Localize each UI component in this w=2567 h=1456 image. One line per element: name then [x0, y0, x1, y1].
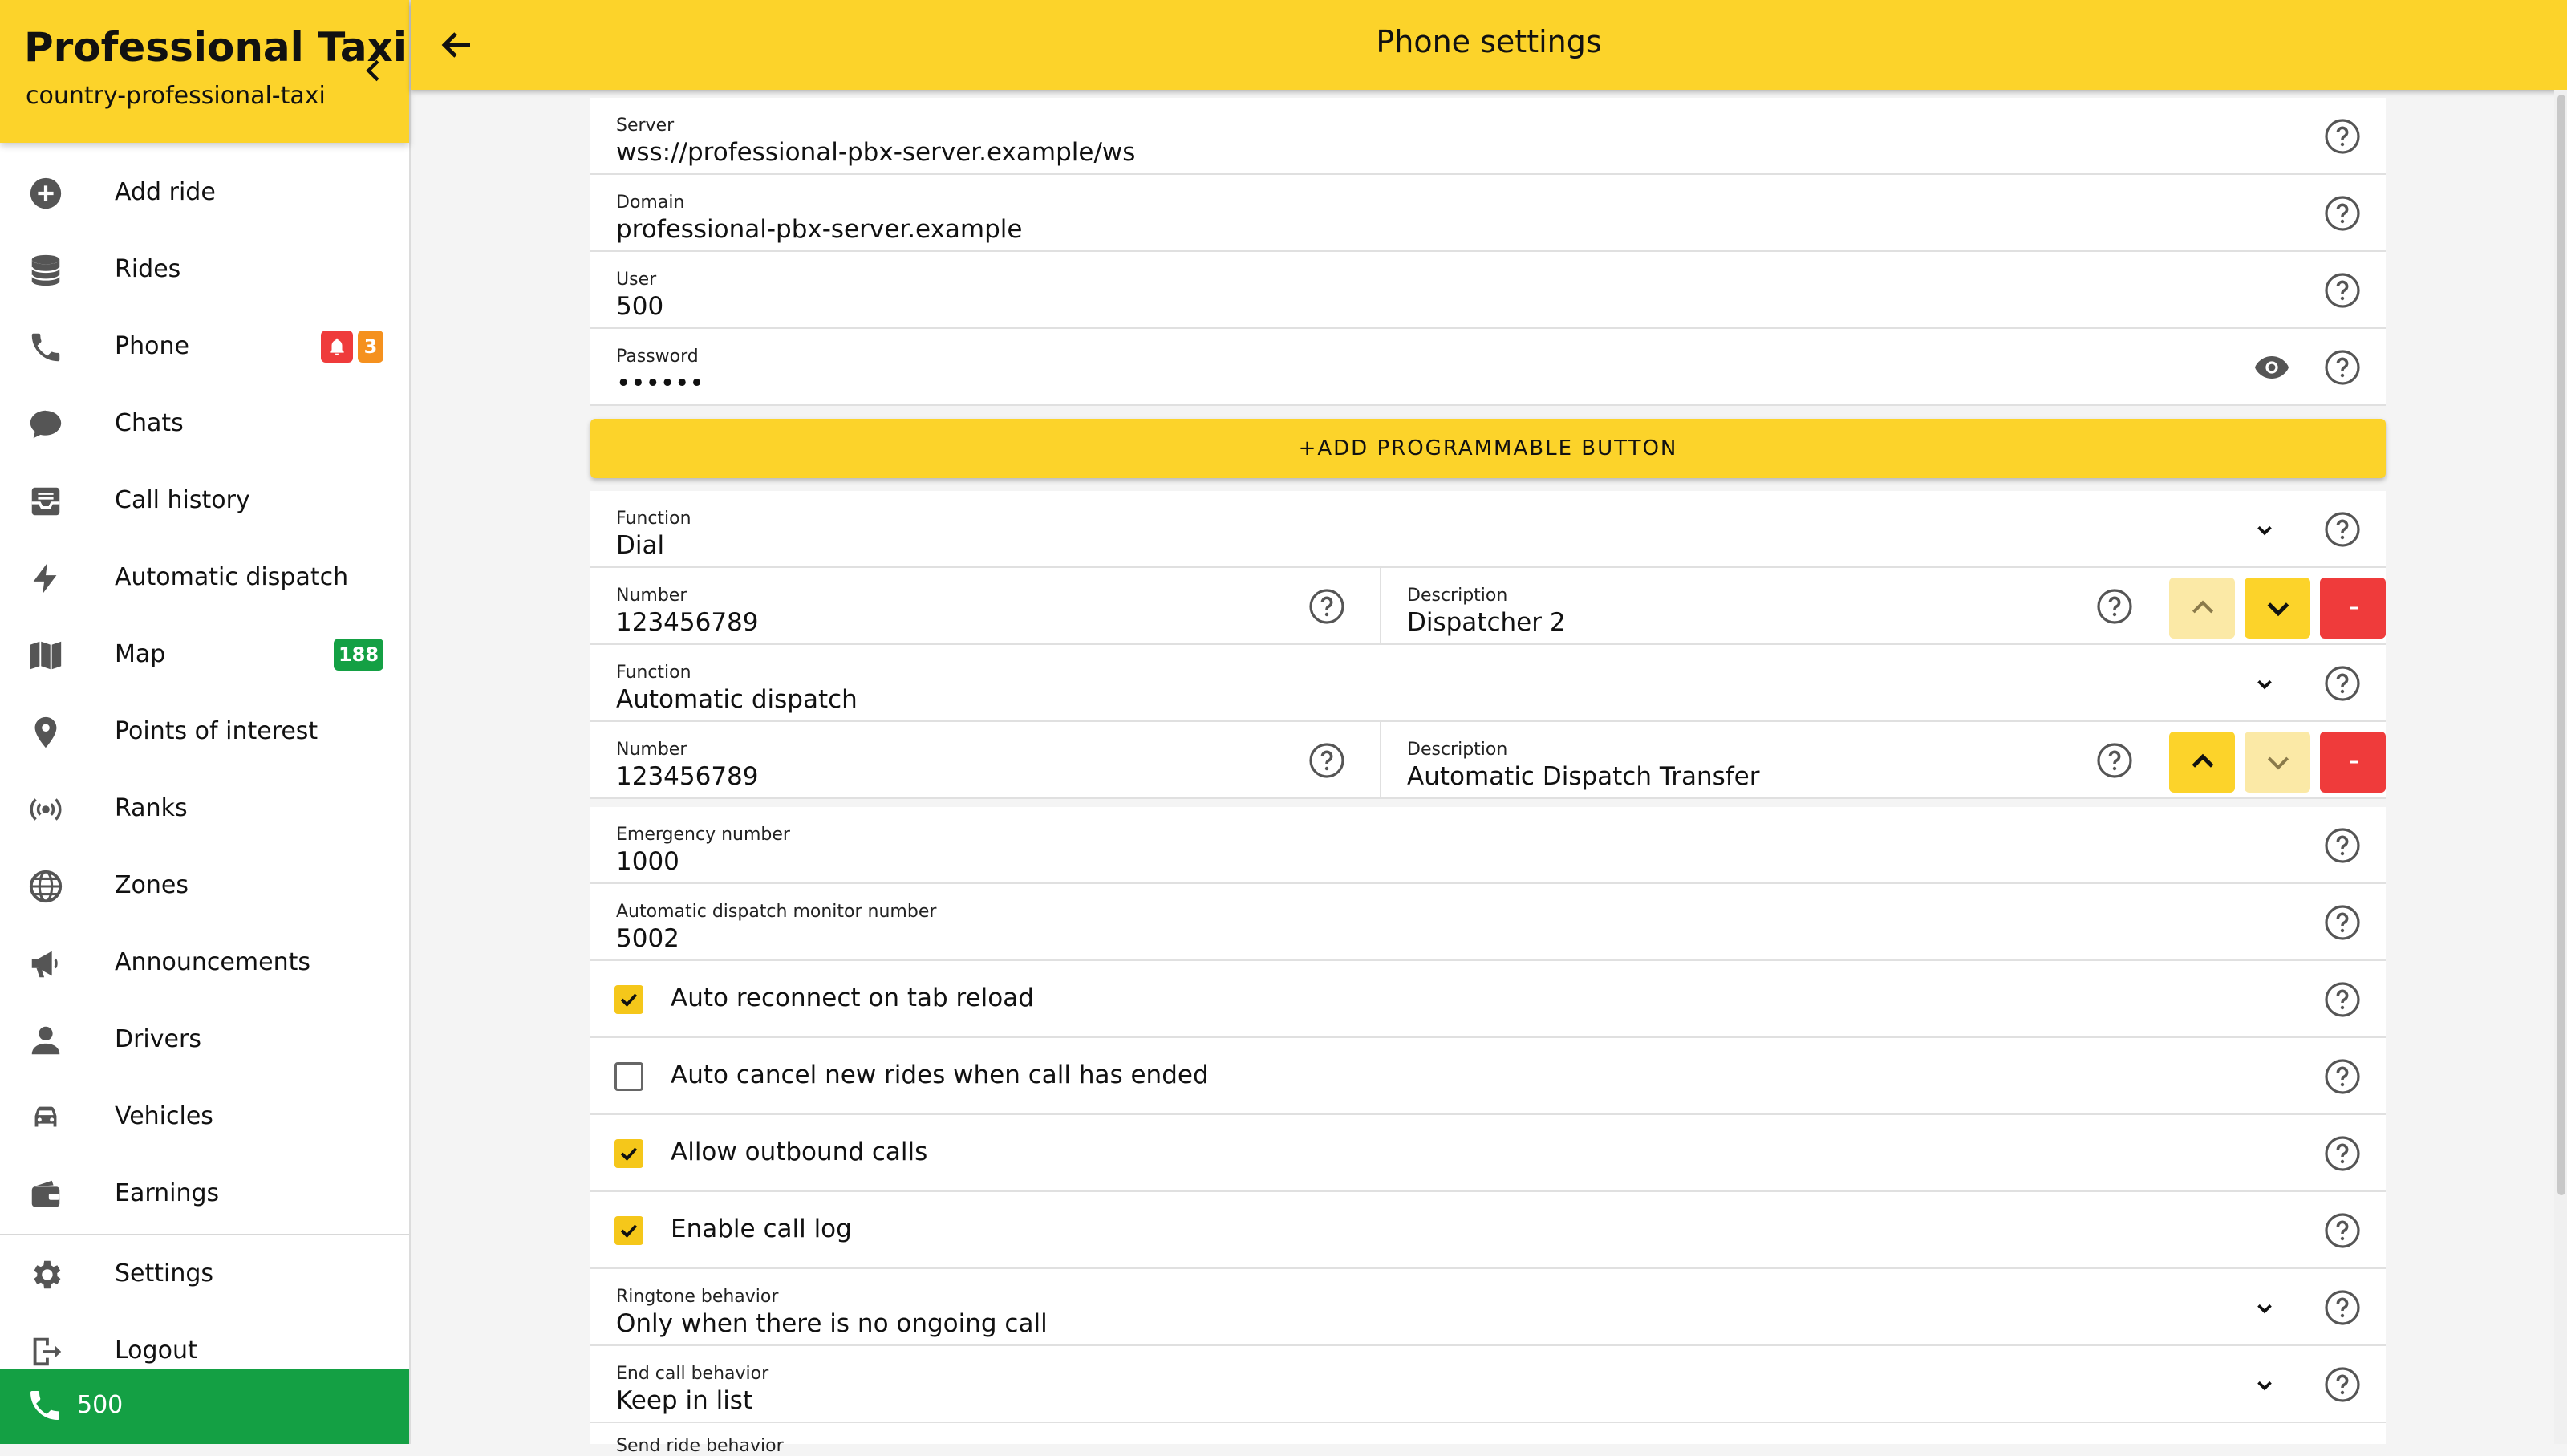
sidebar-item-label: Settings [115, 1259, 214, 1288]
sidebar-item-label: Ranks [115, 794, 188, 822]
user-field[interactable] [590, 252, 2386, 329]
page-title: Phone settings [1376, 24, 1602, 59]
sidebar-item-label: Announcements [115, 948, 310, 976]
move-down-button[interactable] [2245, 578, 2310, 639]
inbox-icon [27, 483, 64, 520]
function-select[interactable] [590, 645, 2386, 722]
sidebar-item-points-of-interest[interactable] [0, 696, 409, 769]
chevron-left-icon[interactable] [358, 53, 390, 88]
help-icon[interactable] [2323, 271, 2362, 310]
bell-icon [326, 336, 347, 357]
brand-subtitle: country-professional-taxi [26, 82, 326, 110]
field-label: Send ride behavior [616, 1436, 784, 1456]
sidebar-item-label: Phone [115, 332, 189, 360]
sidebar-item-rides[interactable] [0, 234, 409, 306]
megaphone-icon [27, 945, 64, 982]
active-call-bar[interactable] [0, 1369, 409, 1444]
field-value[interactable]: 1000 [616, 847, 679, 876]
phone-icon [27, 329, 64, 366]
field-label: User [616, 270, 657, 290]
field-value: Automatic dispatch [616, 685, 858, 714]
delete-button[interactable] [2320, 578, 2386, 639]
field-label: End call behavior [616, 1364, 769, 1384]
field-value: Keep in list [616, 1386, 753, 1415]
sidebar-item-add-ride[interactable] [0, 157, 409, 229]
chevron-down-icon [2262, 746, 2294, 778]
sidebar-item-drivers[interactable] [0, 1004, 409, 1077]
end-call-behavior-select[interactable] [590, 1346, 2386, 1423]
programmable-button-row [590, 568, 2386, 645]
field-label: Description [1407, 740, 1508, 760]
field-label: Ringtone behavior [616, 1287, 779, 1307]
sidebar-item-label: Drivers [115, 1025, 201, 1053]
description-field[interactable] [1381, 722, 2169, 797]
field-label: Description [1407, 586, 1508, 606]
chevron-down-icon[interactable] [2253, 518, 2277, 542]
sidebar-item-phone[interactable] [0, 311, 409, 383]
add-programmable-button[interactable]: +ADD PROGRAMMABLE BUTTON [590, 419, 2386, 478]
help-icon[interactable] [1308, 741, 1346, 780]
active-call-number: 500 [77, 1391, 124, 1419]
sidebar-item-label: Automatic dispatch [115, 563, 349, 591]
field-label: Emergency number [616, 825, 790, 845]
function-select[interactable] [590, 491, 2386, 568]
sidebar-item-label: Logout [115, 1336, 197, 1365]
help-icon[interactable] [2323, 980, 2362, 1019]
help-icon[interactable] [2323, 510, 2362, 549]
chevron-up-icon [2187, 592, 2219, 624]
sidebar-item-label: Map [115, 640, 166, 668]
help-icon[interactable] [2323, 117, 2362, 156]
notification-badge [321, 331, 353, 363]
brand-header [0, 0, 409, 143]
sidebar-item-zones[interactable] [0, 850, 409, 923]
sidebar-item-label: Rides [115, 255, 181, 283]
sidebar-item-call-history[interactable] [0, 465, 409, 537]
map-icon [27, 637, 64, 674]
scrollbar-thumb[interactable] [2557, 95, 2565, 1195]
app-header [411, 0, 2567, 90]
field-value[interactable]: 123456789 [616, 608, 759, 637]
help-icon[interactable] [2323, 826, 2362, 865]
field-label: Automatic dispatch monitor number [616, 902, 937, 922]
send-ride-behavior-select[interactable] [590, 1423, 2386, 1456]
help-icon[interactable] [2323, 1057, 2362, 1096]
help-icon[interactable] [2323, 348, 2362, 387]
sidebar-item-settings[interactable] [0, 1239, 409, 1311]
sidebar-item-label: Points of interest [115, 717, 318, 745]
checkmark-icon [617, 988, 641, 1012]
checkbox-label: Auto cancel new rides when call has ended [671, 1061, 1209, 1089]
sidebar-item-chats[interactable] [0, 388, 409, 460]
checkmark-icon [617, 1219, 641, 1243]
move-up-button[interactable] [2169, 732, 2235, 793]
field-label: Domain [616, 193, 685, 213]
phone-icon [26, 1386, 64, 1425]
checkbox-auto-reconnect[interactable] [590, 961, 2386, 1038]
chat-icon [27, 406, 64, 443]
minus-icon [2338, 592, 2370, 624]
help-icon[interactable] [2323, 1288, 2362, 1327]
chevron-down-icon[interactable] [2253, 1296, 2277, 1320]
help-icon[interactable] [2095, 741, 2134, 780]
password-field[interactable] [590, 329, 2386, 406]
description-field[interactable] [1381, 568, 2169, 643]
help-icon[interactable] [2323, 1134, 2362, 1173]
field-value[interactable]: 500 [616, 292, 664, 321]
sidebar-item-vehicles[interactable] [0, 1081, 409, 1154]
location-pin-icon [27, 714, 64, 751]
sidebar-divider [0, 1234, 409, 1235]
checkbox-label: Allow outbound calls [671, 1138, 928, 1166]
server-field[interactable] [590, 98, 2386, 175]
help-icon[interactable] [2323, 903, 2362, 942]
add-circle-icon [27, 175, 64, 212]
programmable-button-row [590, 722, 2386, 799]
checkbox-allow-outbound[interactable] [590, 1115, 2386, 1192]
sidebar-item-earnings[interactable] [0, 1158, 409, 1231]
move-up-button[interactable] [2169, 578, 2235, 639]
gear-icon [27, 1256, 64, 1293]
sidebar-item-map[interactable] [0, 619, 409, 691]
field-value: Only when there is no ongoing call [616, 1309, 1048, 1338]
field-value[interactable]: Dispatcher 2 [1407, 608, 1566, 637]
ringtone-behavior-select[interactable] [590, 1269, 2386, 1346]
field-value[interactable]: 123456789 [616, 762, 759, 791]
person-icon [27, 1022, 64, 1059]
count-badge: 188 [334, 639, 383, 671]
checkbox[interactable] [614, 1062, 643, 1091]
sidebar-item-announcements[interactable] [0, 927, 409, 1000]
checkbox-label: Enable call log [671, 1215, 852, 1243]
count-badge: 3 [358, 331, 383, 363]
help-icon[interactable] [2323, 1365, 2362, 1404]
sidebar-item-label: Call history [115, 486, 250, 514]
checkbox[interactable] [614, 1216, 643, 1245]
help-icon[interactable] [2323, 1211, 2362, 1250]
help-icon[interactable] [1308, 587, 1346, 626]
chevron-down-icon[interactable] [2253, 672, 2277, 696]
broadcast-icon [27, 791, 64, 828]
checkbox[interactable] [614, 1139, 643, 1168]
checkbox-enable-call-log[interactable] [590, 1192, 2386, 1269]
chevron-down-icon [2262, 592, 2294, 624]
eye-icon[interactable] [2253, 348, 2291, 387]
sidebar-item-label: Add ride [115, 178, 216, 206]
sidebar-item-ranks[interactable] [0, 773, 409, 846]
help-icon[interactable] [2323, 194, 2362, 233]
car-icon [27, 1099, 64, 1136]
field-label: Number [616, 740, 687, 760]
domain-field[interactable] [590, 175, 2386, 252]
help-icon[interactable] [2323, 664, 2362, 703]
field-value: Dial [616, 531, 665, 560]
number-field[interactable] [590, 722, 1380, 797]
sidebar [0, 0, 411, 1444]
checkbox-auto-cancel[interactable] [590, 1038, 2386, 1115]
brand-title: Professional Taxi [24, 24, 408, 71]
move-down-button[interactable] [2245, 732, 2310, 793]
database-icon [27, 252, 64, 289]
checkbox-label: Auto reconnect on tab reload [671, 984, 1034, 1012]
sidebar-item-label: Chats [115, 409, 184, 437]
field-label: Function [616, 509, 691, 529]
field-value[interactable]: wss://professional-pbx-server.example/ws [616, 138, 1136, 167]
sidebar-item-automatic-dispatch[interactable] [0, 542, 409, 614]
field-value[interactable]: professional-pbx-server.example [616, 215, 1023, 244]
field-label: Number [616, 586, 687, 606]
checkbox[interactable] [614, 985, 643, 1014]
logout-icon [27, 1333, 64, 1370]
lightning-icon [27, 560, 64, 597]
chevron-down-icon[interactable] [2253, 1373, 2277, 1397]
minus-icon [2338, 746, 2370, 778]
wallet-icon [27, 1176, 64, 1213]
field-value[interactable]: •••••• [616, 369, 704, 398]
field-label: Password [616, 347, 699, 367]
sidebar-item-label: Earnings [115, 1179, 220, 1207]
field-value[interactable]: 5002 [616, 924, 679, 953]
sidebar-item-label: Zones [115, 871, 189, 899]
delete-button[interactable] [2320, 732, 2386, 793]
checkmark-icon [617, 1142, 641, 1166]
field-label: Function [616, 663, 691, 683]
globe-icon [27, 868, 64, 905]
field-label: Server [616, 116, 675, 136]
sidebar-item-label: Vehicles [115, 1102, 213, 1130]
emergency-number-field[interactable] [590, 807, 2386, 884]
chevron-up-icon [2187, 746, 2219, 778]
number-field[interactable] [590, 568, 1380, 643]
help-icon[interactable] [2095, 587, 2134, 626]
monitor-number-field[interactable] [590, 884, 2386, 961]
field-value[interactable]: Automatic Dispatch Transfer [1407, 762, 1760, 791]
